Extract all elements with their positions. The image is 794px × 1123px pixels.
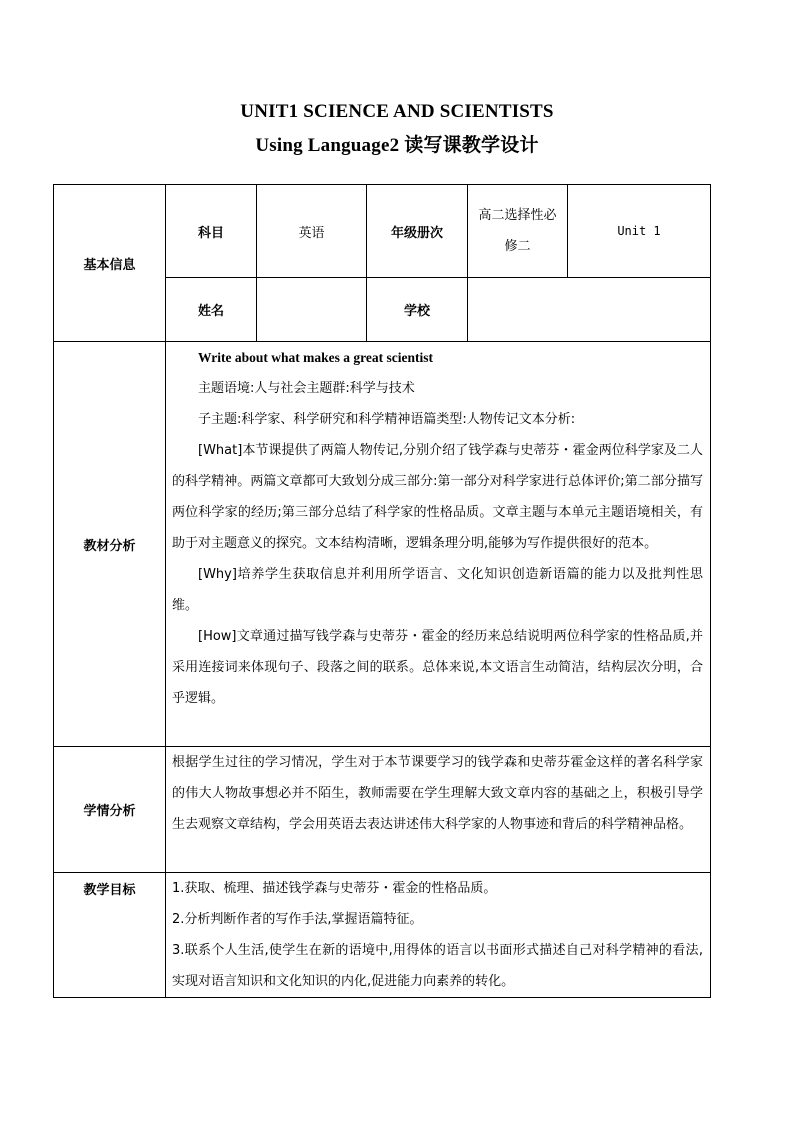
- textbook-heading: Write about what makes a great scientist: [198, 350, 433, 365]
- how-paragraph: [How]文章通过描写钱学森与史蒂芬・霍金的经历来总结说明两位科学家的性格品质,并采用连接词来体现句子、段落之间的联系。总体来说,本文语言生动简洁，结构层次分明，合乎逻辑。: [172, 629, 703, 706]
- teaching-goals-content: [172, 873, 703, 997]
- document-subtitle: Using Language2 读写课教学设计: [255, 135, 539, 156]
- teaching-goals-label: 教学目标: [83, 883, 136, 898]
- learner-analysis-label: 学情分析: [83, 804, 136, 819]
- grade-value: 高二选择性必修二: [478, 208, 557, 254]
- what-paragraph: [What]本节课提供了两篇人物传记,分别介绍了钱学森与史蒂芬・霍金两位科学家及二人的科学精神。两篇文章都可大致划分成三部分:第一部分对科学家进行总体评价;第二部分描写两位科学家的经历;第三部分总结了科学家的性格品质。文章主题与本单元主题语境相关，有助于对主题意义的探究。文本结构清晰，逻辑条理分明,能够为写作提供很好的范本。: [172, 443, 703, 551]
- name-label: 姓名: [197, 304, 224, 319]
- goal-item: 1.获取、梳理、描述钱学森与史蒂芬・霍金的性格品质。: [172, 881, 497, 896]
- document-title: UNIT1 SCIENCE AND SCIENTISTS: [240, 101, 554, 122]
- goal-item: 2.分析判断作者的写作手法,掌握语篇特征。: [172, 912, 423, 927]
- textbook-analysis-label: 教材分析: [83, 538, 136, 554]
- name-value[interactable]: [257, 278, 366, 341]
- why-paragraph: [Why]培养学生获取信息并利用所学语言、文化知识创造新语篇的能力以及批判性思维。: [172, 567, 703, 613]
- learner-analysis-text: 根据学生过往的学习情况，学生对于本节课要学习的钱学森和史蒂芬霍金这样的著名科学家的伟大人物故事想必并不陌生，教师需要在学生理解大致文章内容的基础之上，积极引导学生去观察文章结构，学会用英语去表达讲述伟大科学家的人物事迹和背后的科学精神品格。: [172, 755, 703, 832]
- sub-theme: 子主题:科学家、科学研究和科学精神语篇类型:人物传记文本分析:: [198, 412, 576, 427]
- goal-item: 3.联系个人生活,使学生在新的语境中,用得体的语言以书面形式描述自己对科学精神的看法,实现对语言知识和文化知识的内化,促进能力向素养的转化。: [172, 943, 703, 989]
- subject-value: 英语: [298, 225, 325, 241]
- subject-label: 科目: [197, 225, 224, 241]
- school-label: 学校: [403, 304, 430, 319]
- basic-info-label: 基本信息: [83, 257, 136, 273]
- unit-value: Unit 1: [617, 224, 661, 238]
- school-value[interactable]: [468, 278, 710, 341]
- learner-analysis-content: [172, 747, 703, 840]
- textbook-analysis-content: [172, 342, 703, 714]
- theme-context: 主题语境:人与社会主题群:科学与技术: [198, 381, 415, 396]
- grade-label: 年级册次: [390, 225, 443, 241]
